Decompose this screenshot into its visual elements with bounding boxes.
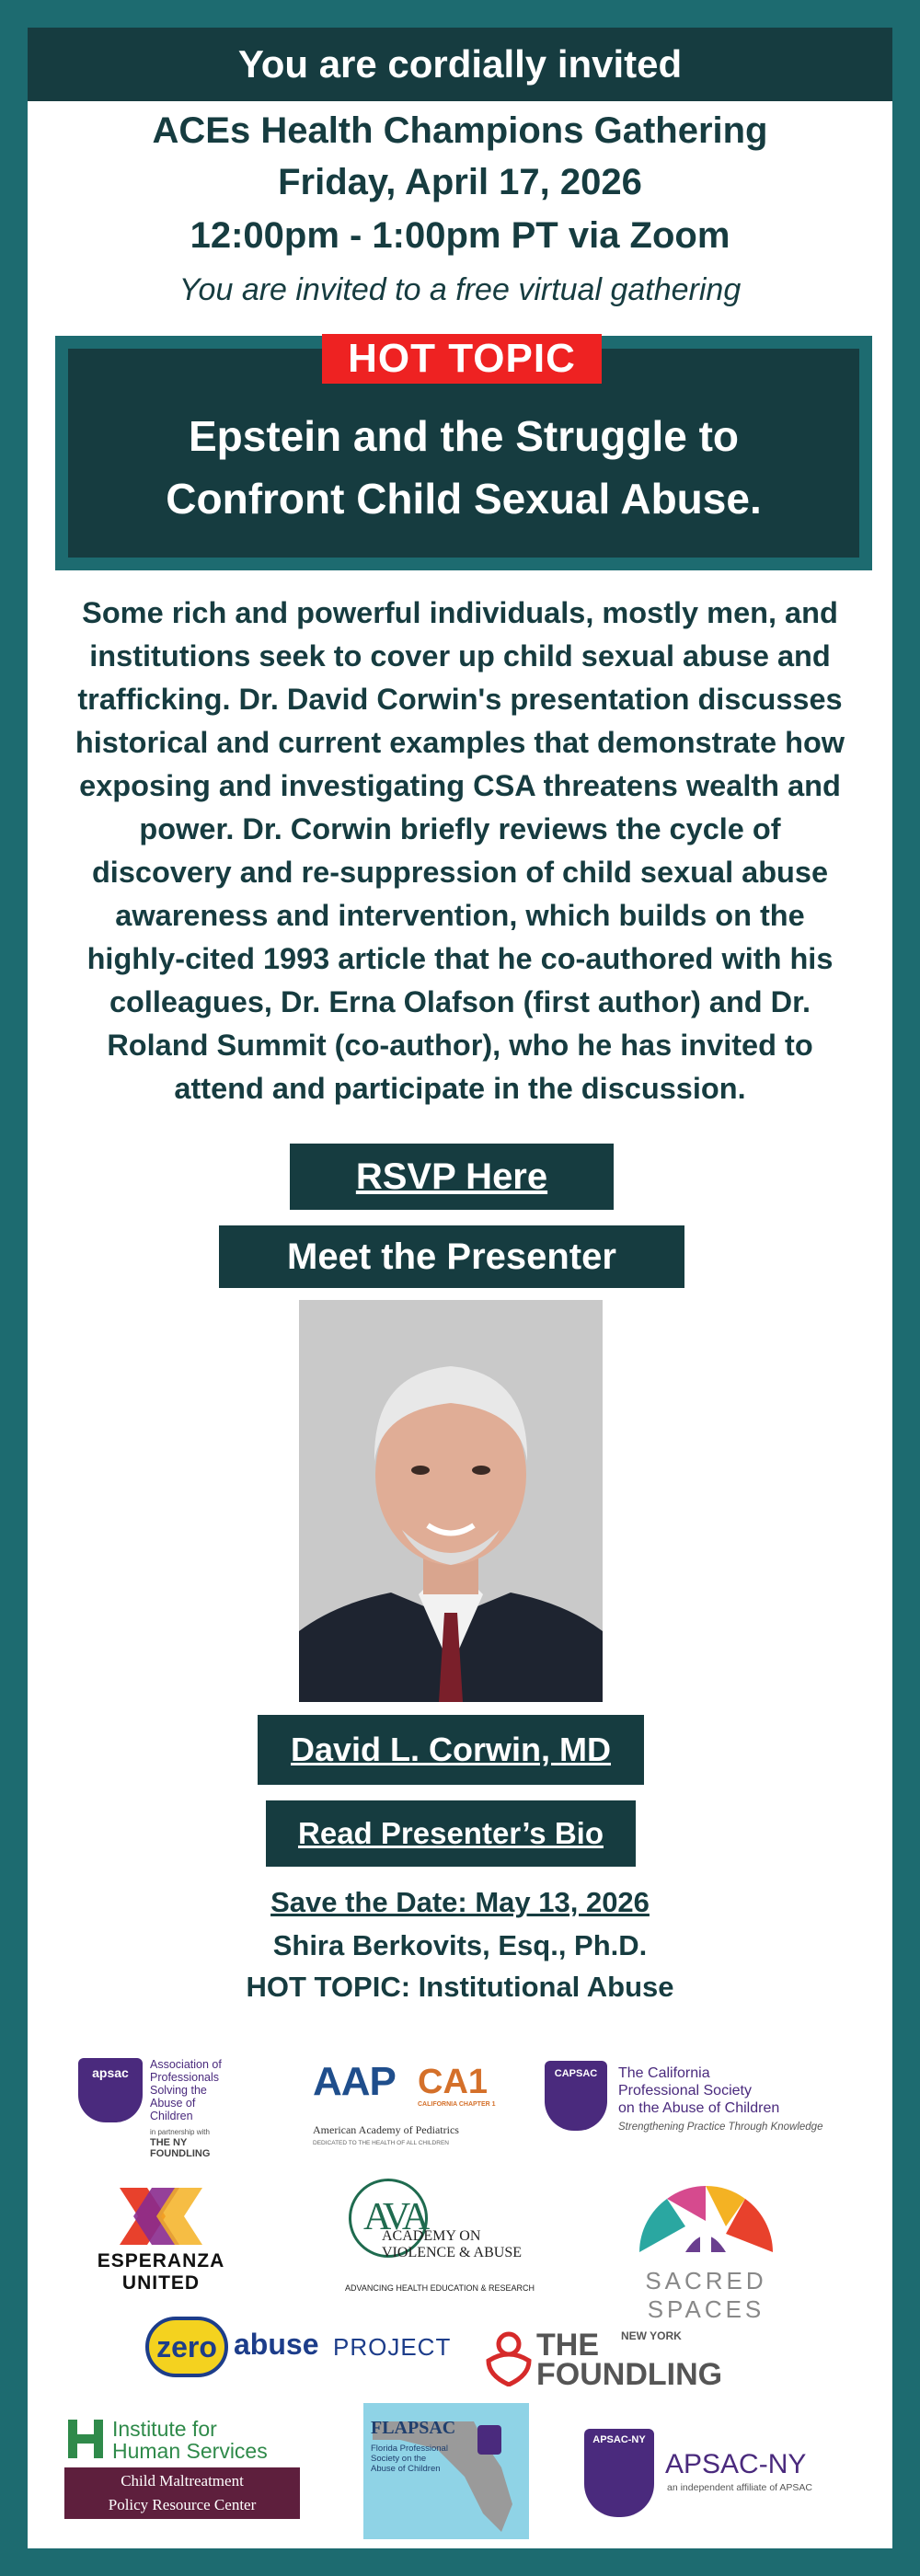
foundling-name: FOUNDLING xyxy=(536,2357,723,2392)
apsac-ny-name: APSAC-NY xyxy=(665,2449,807,2479)
apsac-mark: apsac xyxy=(92,2065,129,2080)
apsac-name-line: Children xyxy=(150,2110,193,2122)
presenter-name-link[interactable]: David L. Corwin, MD xyxy=(258,1715,644,1785)
apsac-name-line: Association of xyxy=(150,2058,222,2071)
capsac-logo xyxy=(545,2061,862,2144)
capsac-mark: CAPSAC xyxy=(554,2068,598,2079)
ava-line1: ACADEMY ON xyxy=(382,2228,481,2244)
apsac-ny-shield-icon xyxy=(584,2429,654,2517)
topic-title-line: Epstein and the Struggle to xyxy=(188,412,740,460)
apsac-ny-tagline: an independent affiliate of APSAC xyxy=(667,2482,813,2493)
description-line: historical and current examples that demonstrate how xyxy=(75,726,845,759)
apsac-name-line: Professionals xyxy=(150,2071,220,2084)
description-line: institutions seek to cover up child sexual abuse and xyxy=(89,639,831,673)
flapsac-line: Florida Professional xyxy=(371,2444,448,2454)
apsac-logo xyxy=(78,2054,235,2159)
ihs-sub2: Policy Resource Center xyxy=(108,2496,257,2513)
sacred-spaces-name: SACRED SPACES xyxy=(645,2267,767,2323)
description-line: exposing and investigating CSA threatens wealth and xyxy=(79,769,841,802)
aap-name: American Academy of Pediatrics xyxy=(313,2123,459,2136)
flapsac-mark: FLAPSAC xyxy=(371,2418,456,2438)
ava-mark: AVA xyxy=(363,2196,427,2238)
description-line: attend and participate in the discussion. xyxy=(174,1072,746,1105)
flapsac-name xyxy=(371,2444,448,2474)
flapsac-line: Society on the xyxy=(371,2454,427,2464)
presentation-description xyxy=(51,592,869,1110)
apsac-shield-icon xyxy=(78,2058,143,2122)
description-line: colleagues, Dr. Erna Olafson (first author) and Dr. xyxy=(109,985,811,1018)
apsac-foundling: THE NY FOUNDLING xyxy=(150,2137,211,2159)
event-time: 12:00pm - 1:00pm PT via Zoom xyxy=(190,215,730,256)
foundling-ny: NEW YORK xyxy=(621,2329,682,2342)
apsac-ny-mark: APSAC-NY xyxy=(592,2434,646,2445)
description-line: trafficking. Dr. David Corwin's presentation discusses xyxy=(77,683,843,716)
future-presenter: Shira Berkovits, Esq., Ph.D. xyxy=(272,1929,648,1961)
description-line: Some rich and powerful individuals, mostly men, and xyxy=(82,596,838,629)
ihs-policy-box xyxy=(64,2467,300,2519)
meet-presenter-heading: Meet the Presenter xyxy=(219,1225,684,1288)
apsac-ny-logo xyxy=(584,2429,860,2521)
apsac-name-line: Solving the xyxy=(150,2084,207,2097)
ihs-line1: Institute for xyxy=(112,2417,217,2441)
ihs-sub1: Child Maltreatment xyxy=(121,2472,244,2490)
event-title: ACEs Health Champions Gathering xyxy=(152,110,768,151)
ihs-mark-icon xyxy=(66,2418,105,2460)
hot-topic-tag: HOT TOPIC xyxy=(322,334,602,384)
rsvp-button[interactable]: RSVP Here xyxy=(290,1144,614,1210)
zero-word: abuse xyxy=(234,2328,319,2361)
capsac-name-line: The California xyxy=(618,2065,710,2081)
foundling-heart-icon xyxy=(483,2331,535,2386)
aap-chapter: CA1 xyxy=(418,2063,489,2101)
flapsac-logo xyxy=(363,2403,529,2539)
capsac-name xyxy=(618,2064,779,2117)
esperanza-mark-icon xyxy=(110,2188,212,2245)
zero-mark: zero xyxy=(156,2330,217,2363)
ny-foundling-logo xyxy=(483,2328,759,2392)
invitation-banner: You are cordially invited xyxy=(28,28,892,101)
capsac-name-line: on the Abuse of Children xyxy=(618,2100,780,2116)
presenter-photo xyxy=(299,1300,603,1702)
aap-chapter-sub: CALIFORNIA CHAPTER 1 xyxy=(418,2101,496,2108)
future-topic: HOT TOPIC: Institutional Abuse xyxy=(246,1971,674,2003)
description-line: awareness and intervention, which builds on the xyxy=(115,899,805,932)
sacred-spaces-logo xyxy=(584,2179,828,2323)
foundling-the: THE xyxy=(536,2328,599,2363)
ava-line2: VIOLENCE & ABUSE xyxy=(382,2245,522,2260)
topic-title xyxy=(83,405,845,530)
ihs-line2: Human Services xyxy=(112,2439,268,2463)
sacred-spaces-dome-icon xyxy=(630,2179,782,2252)
aap-ca1-logo xyxy=(313,2059,501,2156)
apsac-name xyxy=(150,2058,242,2122)
event-date: Friday, April 17, 2026 xyxy=(278,162,642,202)
flapsac-line: Abuse of Children xyxy=(371,2464,441,2474)
topic-title-line: Confront Child Sexual Abuse. xyxy=(166,475,762,523)
ava-logo xyxy=(345,2179,538,2298)
event-note: You are invited to a free virtual gathering xyxy=(178,272,742,307)
aap-tagline: DEDICATED TO THE HEALTH OF ALL CHILDREN xyxy=(313,2140,449,2146)
capsac-name-line: Professional Society xyxy=(618,2083,752,2099)
aap-mark: AAP xyxy=(313,2059,396,2104)
capsac-tagline: Strengthening Practice Through Knowledge xyxy=(618,2122,823,2133)
esperanza-line2: UNITED xyxy=(121,2272,201,2294)
zero-suffix: PROJECT xyxy=(333,2333,452,2361)
capsac-shield-icon xyxy=(545,2061,607,2131)
description-line: discovery and re-suppression of child sexual abuse xyxy=(91,856,829,889)
ava-tagline: ADVANCING HEALTH EDUCATION & RESEARCH xyxy=(345,2283,535,2293)
zero-abuse-project-logo xyxy=(145,2317,452,2377)
description-line: power. Dr. Corwin briefly reviews the cycle of xyxy=(139,812,781,845)
apsac-name-line: Abuse of xyxy=(150,2097,196,2110)
presenter-bio-link[interactable]: Read Presenter’s Bio xyxy=(266,1800,636,1867)
zero-circle-icon xyxy=(145,2317,228,2377)
esperanza-line1: ESPERANZA xyxy=(97,2250,225,2271)
save-the-date: Save the Date: May 13, 2026 xyxy=(270,1886,650,1918)
ihs-logo xyxy=(64,2418,308,2519)
esperanza-united-logo xyxy=(83,2188,239,2294)
description-line: highly-cited 1993 article that he co-authored with his xyxy=(86,942,834,975)
apsac-partner: in partnership with xyxy=(150,2128,210,2136)
description-line: Roland Summit (co-author), who he has invited to xyxy=(107,1029,813,1062)
